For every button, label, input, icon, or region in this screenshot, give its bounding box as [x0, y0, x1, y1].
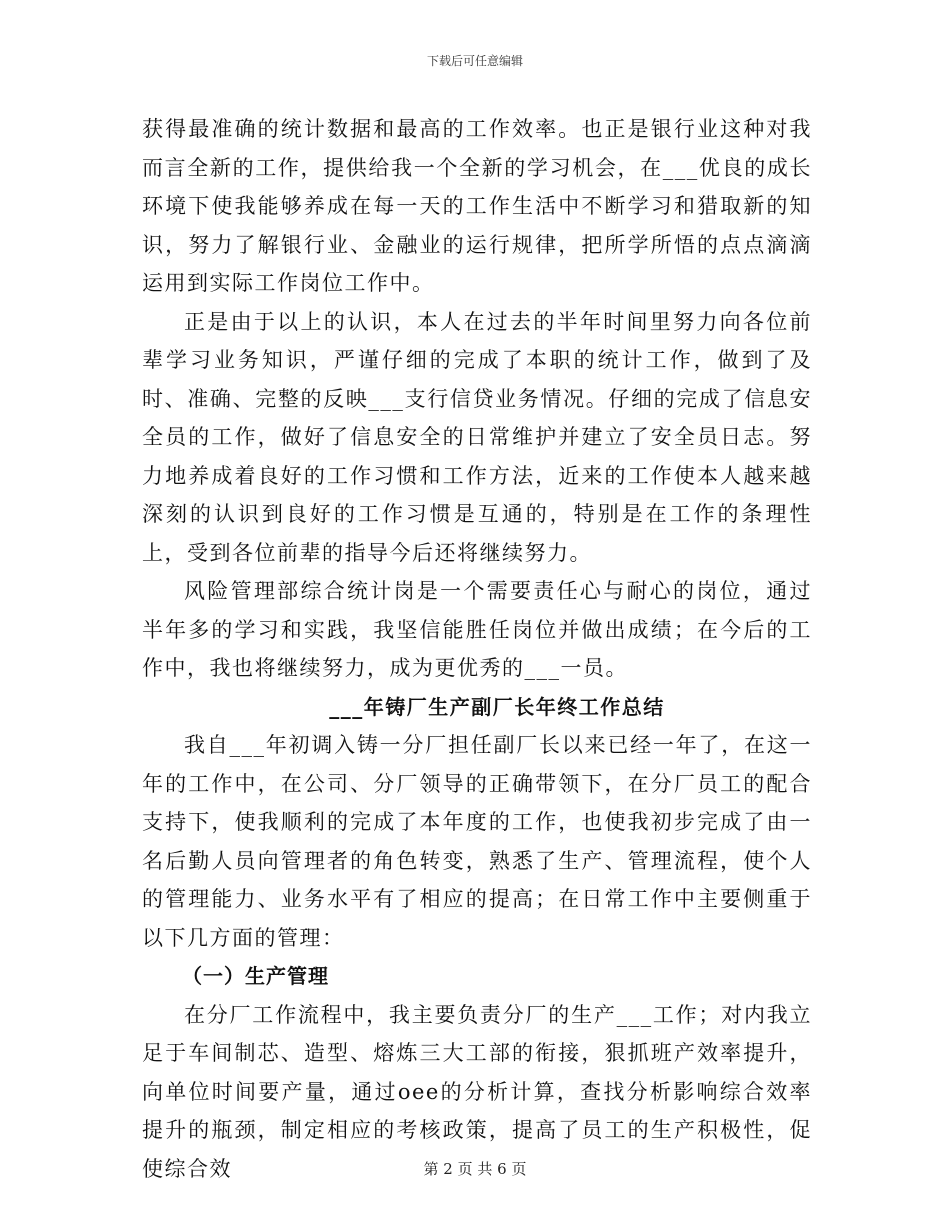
document-body: [142, 110, 812, 1188]
paragraph-4: 我自___年初调入铸一分厂担任副厂长以来已经一年了，在这一年的工作中，在公司、分厂领导的正确带领下，在分厂员工的配合支持下，使我顺利的完成了本年度的工作，也使我初步完成了由一名后勤人员向管理者的角色转变，熟悉了生产、管理流程，使个人的管理能力、业务水平有了相应的提高；在日常工作中主要侧重于以下几方面的管理：: [142, 733, 812, 950]
page-footer: 第 2 页 共 6 页: [423, 1160, 527, 1178]
section-title: ___年铸厂生产副厂长年终工作总结: [329, 694, 665, 719]
paragraph-1: 获得最准确的统计数据和最高的工作效率。也正是银行业这种对我而言全新的工作，提供给我一个全新的学习机会，在___优良的成长环境下使我能够养成在每一天的工作生活中不断学习和猎取新的知识，努力了解银行业、金融业的运行规律，把所学所悟的点点滴滴运用到实际工作岗位工作中。: [142, 117, 812, 295]
paragraph-5: 在分厂工作流程中，我主要负责分厂的生产___工作；对内我立足于车间制芯、造型、熔炼三大工部的衔接，狠抓班产效率提升，向单位时间要产量，通过oee的分析计算，查找分析影响综合效率提升的瓶颈，制定相应的考核政策，提高了员工的生产积极性，促使综合效: [142, 1002, 812, 1181]
subsection-title: （一）生产管理: [182, 964, 329, 988]
page-header: 下载后可任意编辑: [426, 54, 523, 68]
paragraph-3: 风险管理部综合统计岗是一个需要责任心与耐心的岗位，通过半年多的学习和实践，我坚信能胜任岗位并做出成绩；在今后的工作中，我也将继续努力，成为更优秀的___一员。: [142, 579, 812, 680]
paragraph-2: 正是由于以上的认识，本人在过去的半年时间里努力向各位前辈学习业务知识，严谨仔细的完成了本职的统计工作，做到了及时、准确、完整的反映___支行信贷业务情况。仔细的完成了信息安全员的工作，做好了信息安全的日常维护并建立了安全员日志。努力地养成着良好的工作习惯和工作方法，近来的工作使本人越来越深刻的认识到良好的工作习惯是互通的，特别是在工作的条理性上，受到各位前辈的指导今后还将继续努力。: [142, 309, 812, 565]
